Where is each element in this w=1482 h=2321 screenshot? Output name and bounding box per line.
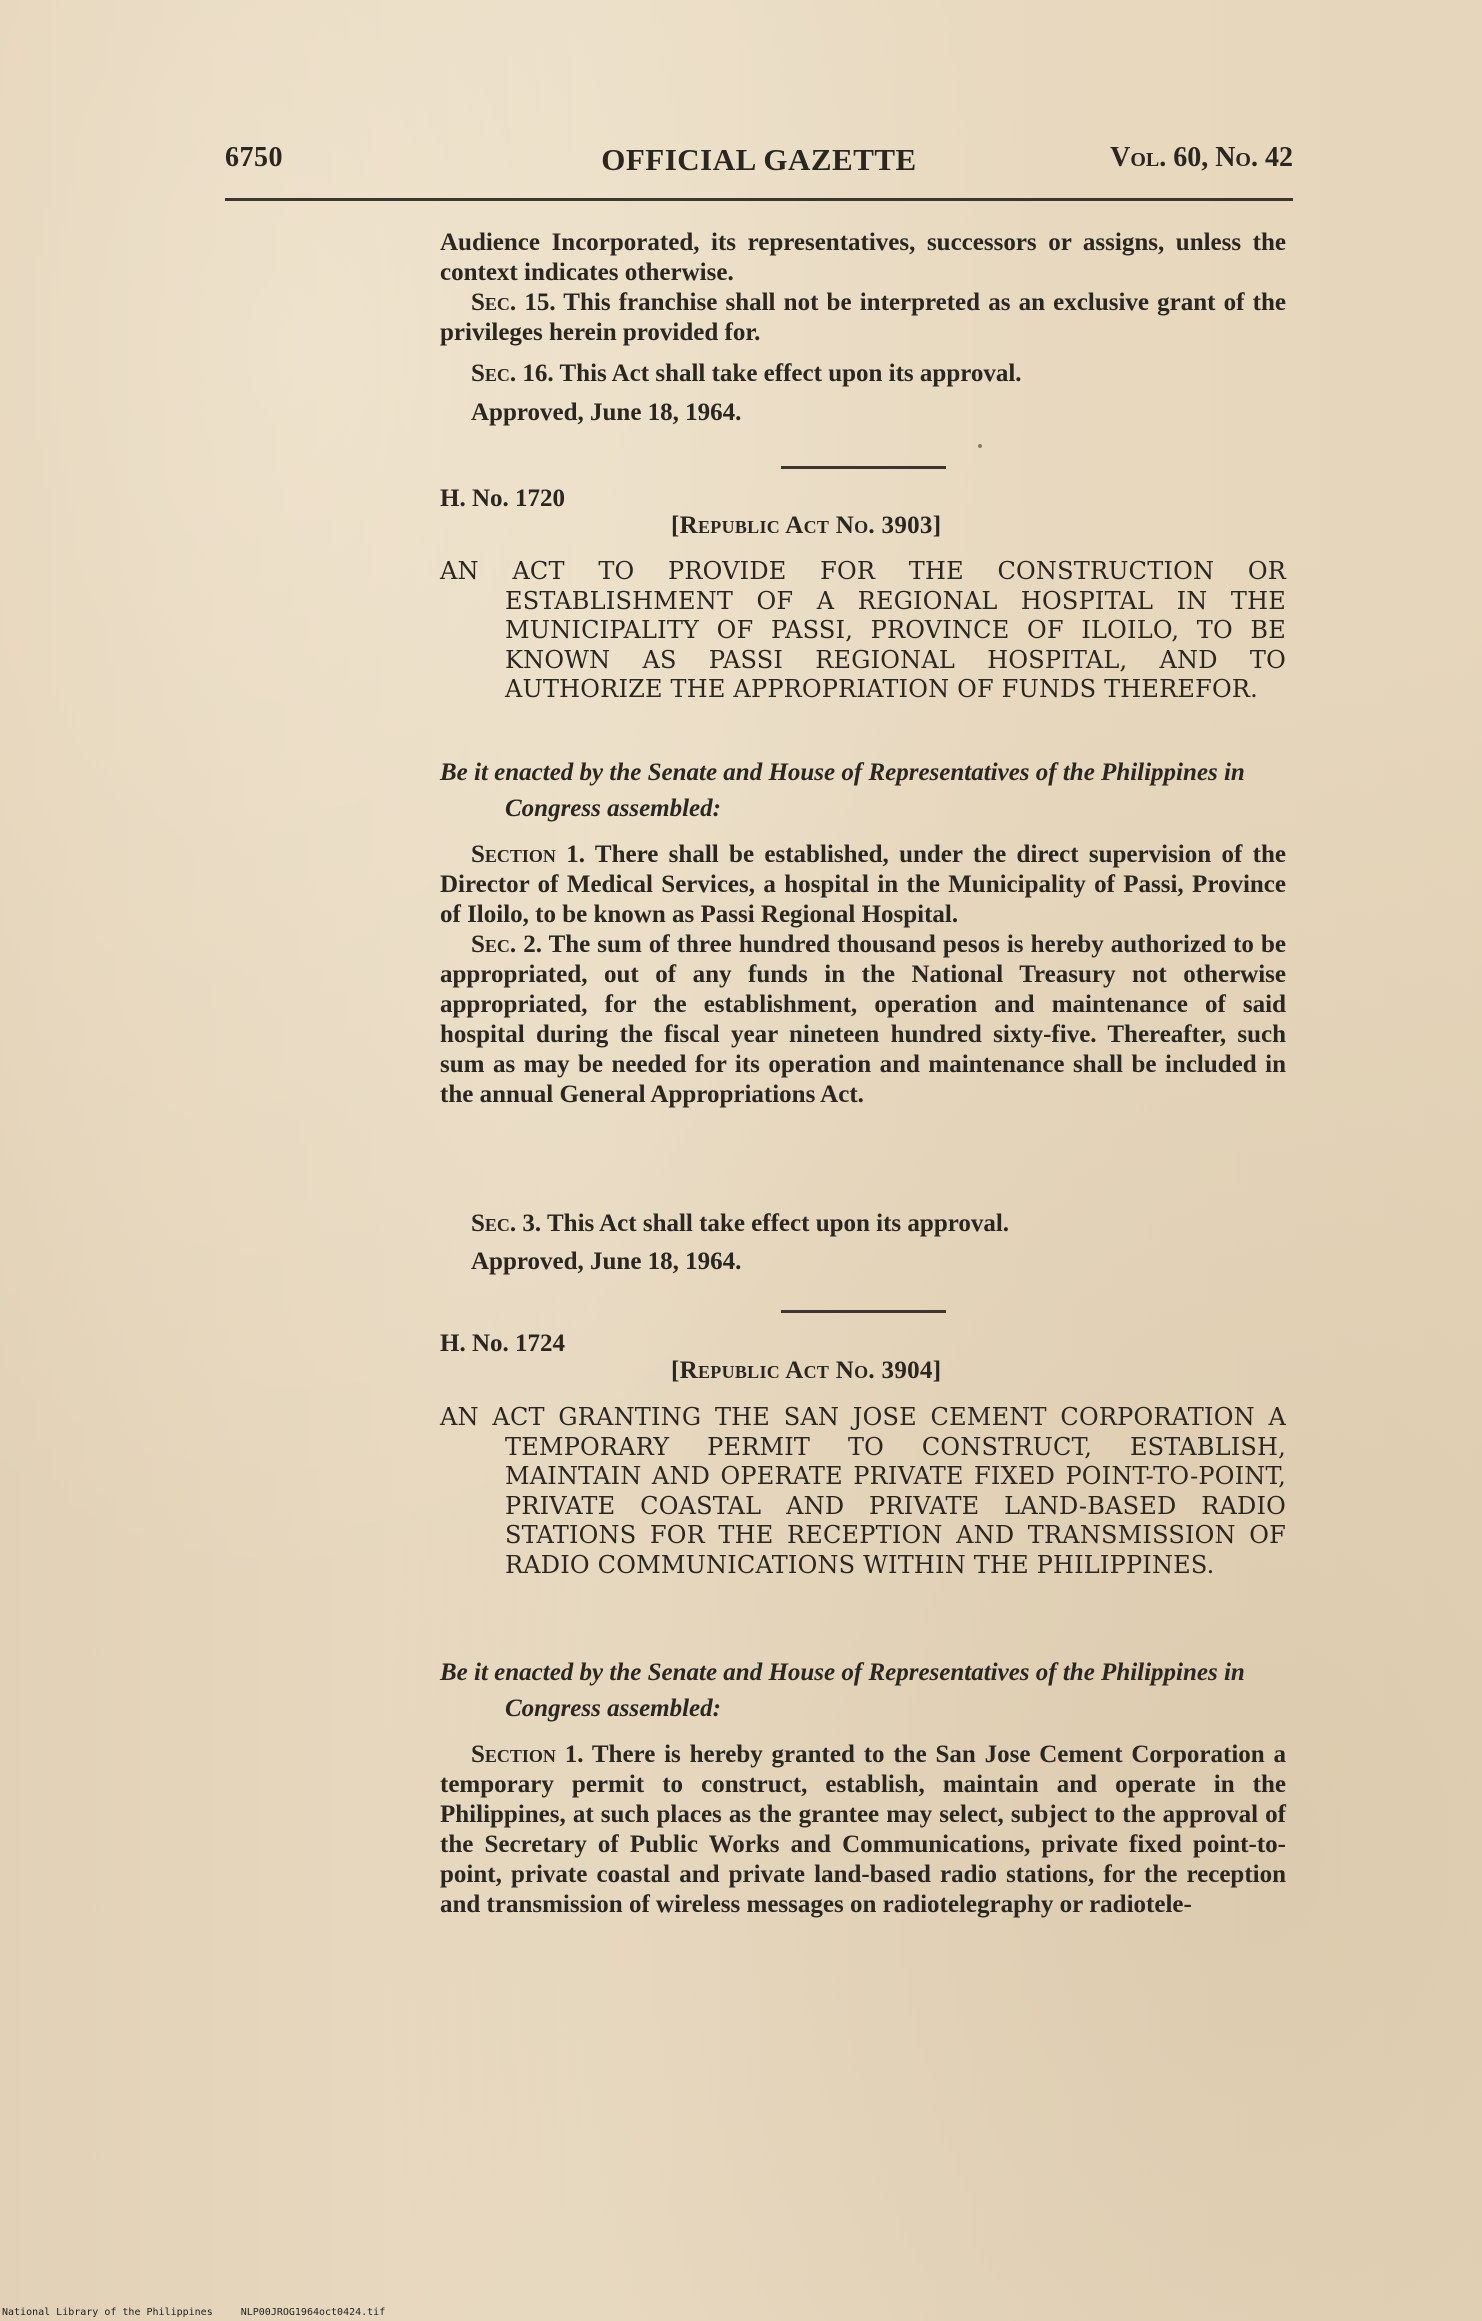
- section-label: Sec. 2.: [471, 931, 542, 958]
- section-divider: [781, 1310, 946, 1313]
- intro-paragraph: Audience Incorporated, its representatives, successors or assigns, unless the context indicates otherwise.: [440, 229, 1286, 286]
- file-name: NLP00JROG1964oct0424.tif: [240, 2307, 386, 2318]
- section-text: There shall be established, under the direct supervision of the Director of Medical Services, a hospital in the Municipality of Passi, Province of Iloilo, to be known as Passi Regional Hospital.: [440, 841, 1286, 928]
- page-header: [225, 142, 1293, 182]
- section-text: This Act shall take effect upon its approval.: [546, 1210, 1010, 1237]
- section-3: [471, 1209, 1009, 1239]
- section-16: [471, 359, 1022, 389]
- enacting-clause: Be it enacted by the Senate and House of Representatives of the Philippines in Congress assembled:: [440, 759, 1245, 822]
- section-text: This franchise shall not be interpreted as an exclusive grant of the privileges herein provided for.: [440, 289, 1286, 346]
- gazette-title: OFFICIAL GAZETTE: [601, 142, 917, 177]
- section-1: [440, 1740, 1286, 1920]
- section-1: [440, 840, 1286, 930]
- section-label: Section 1.: [471, 1741, 584, 1768]
- act-3904-body: [440, 1740, 1286, 1920]
- section-2: [440, 930, 1286, 1110]
- section-label: Sec. 3.: [471, 1210, 542, 1237]
- enacting-clause: Be it enacted by the Senate and House of Representatives of the Philippines in Congress assembled:: [440, 1659, 1245, 1722]
- scan-footer: [2, 2307, 385, 2319]
- act-3903-body: [440, 840, 1286, 1110]
- library-name: National Library of the Philippines: [2, 2307, 213, 2318]
- section-label: Sec. 15.: [471, 289, 556, 316]
- act-title: AN ACT GRANTING THE SAN JOSE CEMENT CORPORATION A TEMPORARY PERMIT TO CONSTRUCT, ESTABLISH, MAINTAIN AND OPERATE PRIVATE FIXED POINT-TO-POINT, PRIVATE COASTAL AND PRIVATE LAND-BASED RADIO STATIONS FOR THE RECEPTION AND TRANSMISSION OF RADIO COMMUNICATIONS WITHIN THE PHILIPPINES.: [440, 1403, 1286, 1579]
- section-15: [440, 288, 1286, 348]
- bill-number: H. No. 1724: [440, 1330, 565, 1357]
- republic-act-number: [Republic Act No. 3903]: [671, 512, 942, 539]
- section-label: Section 1.: [471, 841, 586, 868]
- section-divider: [781, 466, 946, 469]
- page-number: 6750: [225, 142, 283, 173]
- section-text: This Act shall take effect upon its approval.: [559, 360, 1022, 387]
- intro-continuation: [440, 228, 1286, 348]
- volume-issue: Vol. 60, No. 42: [1110, 142, 1293, 173]
- approval-date: Approved, June 18, 1964.: [471, 1248, 742, 1275]
- header-rule: [225, 198, 1293, 201]
- republic-act-number: [Republic Act No. 3904]: [671, 1357, 942, 1384]
- section-label: Sec. 16.: [471, 360, 554, 387]
- section-text: There is hereby granted to the San Jose Cement Corporation a temporary permit to construct, establish, maintain and operate in the Philippines, at such places as the grantee may select, subject to the approval of the Secretary of Public Works and Communications, private fixed point-to-point, private coastal and private land-based radio stations, for the reception and transmission of wireless messages on radiotelegraphy or radiotele-: [440, 1741, 1286, 1918]
- act-title: AN ACT TO PROVIDE FOR THE CONSTRUCTION OR ESTABLISHMENT OF A REGIONAL HOSPITAL IN THE MUNICIPALITY OF PASSI, PROVINCE OF ILOILO, TO BE KNOWN AS PASSI REGIONAL HOSPITAL, AND TO AUTHORIZE THE APPROPRIATION OF FUNDS THEREFOR.: [440, 557, 1286, 703]
- section-text: The sum of three hundred thousand pesos is hereby authorized to be appropriated, out of any funds in the National Treasury not otherwise appropriated, for the establishment, operation and maintenance of said hospital during the fiscal year nineteen hundred sixty-five. Thereafter, such sum as may be needed for its operation and maintenance shall be included in the annual General Appropriations Act.: [440, 931, 1286, 1108]
- bill-number: H. No. 1720: [440, 485, 565, 512]
- paper-speck: [978, 444, 982, 448]
- approval-date: Approved, June 18, 1964.: [471, 399, 742, 426]
